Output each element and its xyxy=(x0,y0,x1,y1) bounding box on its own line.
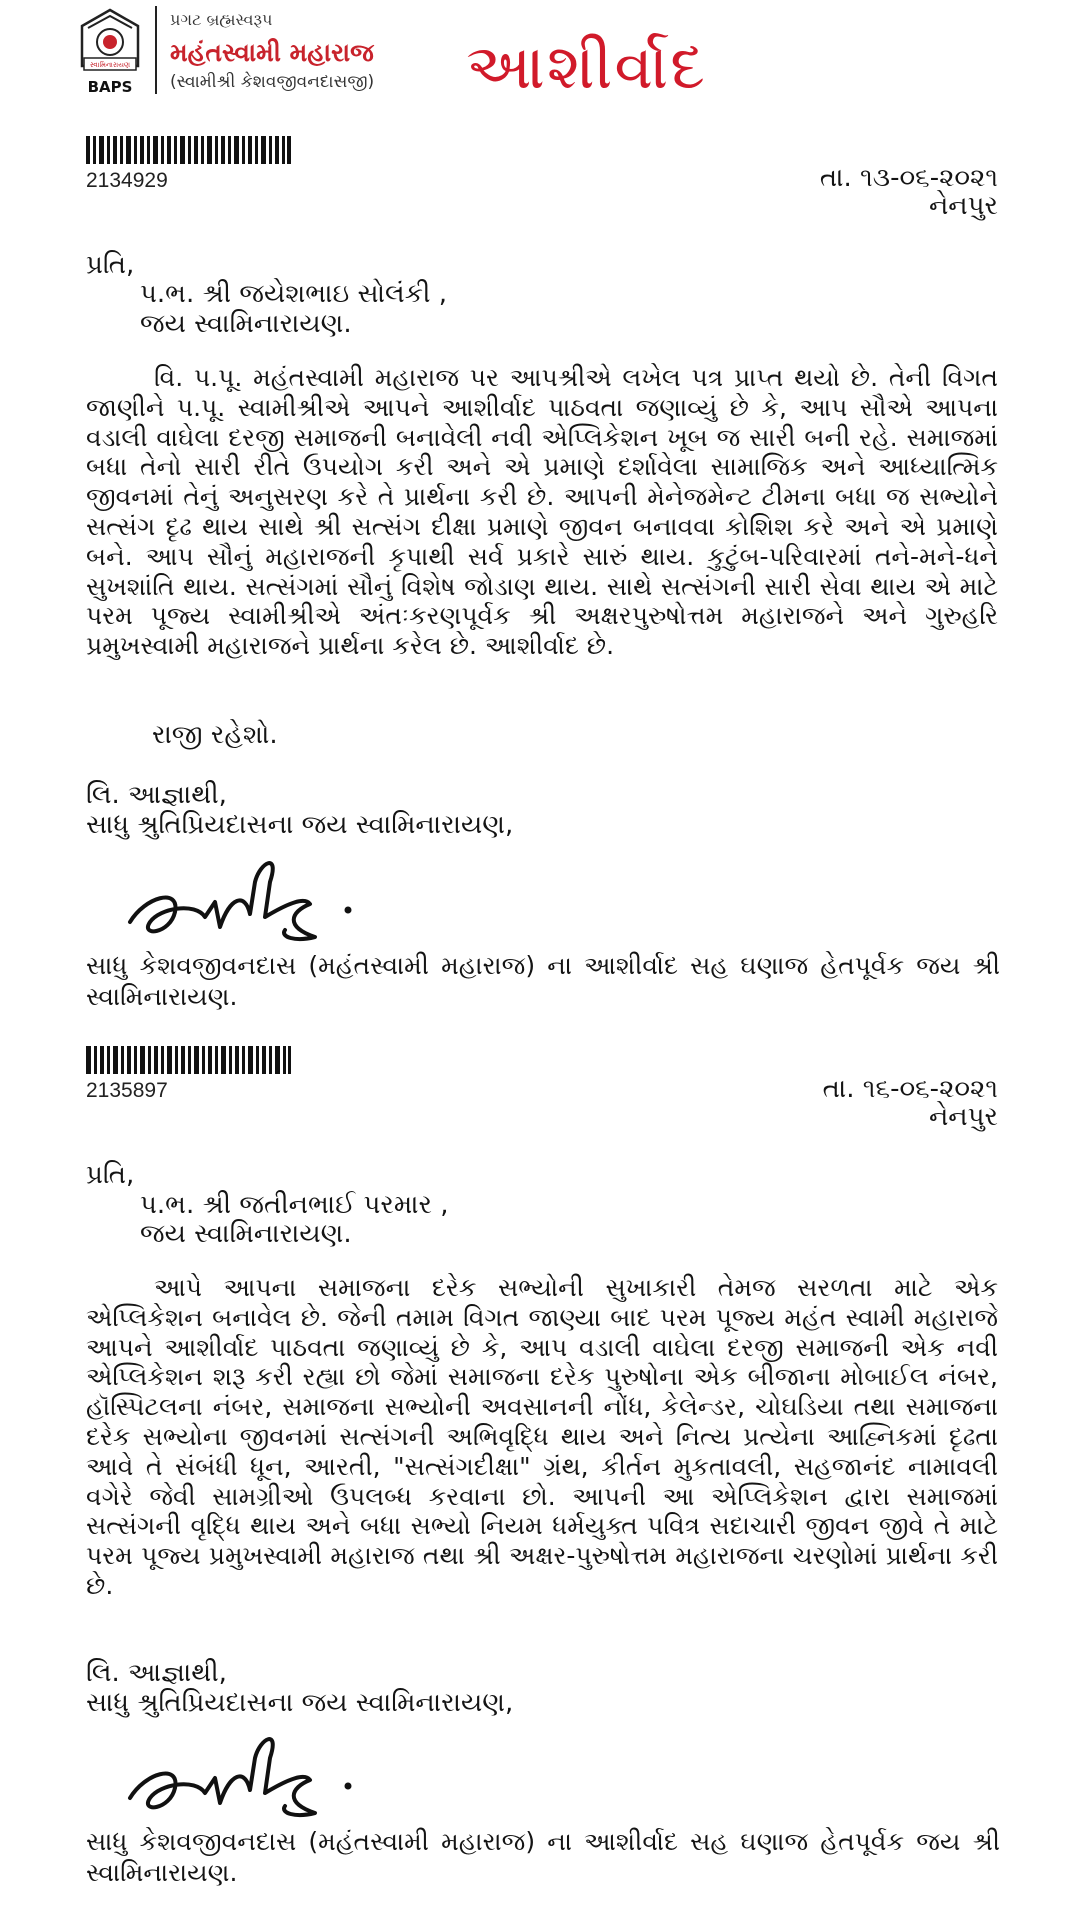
barcode-1 xyxy=(86,136,291,164)
greeting-2: જય સ્વામિનારાયણ. xyxy=(140,1219,352,1249)
letter-date-2: તા. ૧૬-૦૬-૨૦૨૧ xyxy=(822,1074,998,1104)
header-subtitle: પ્રગટ બ્રહ્મસ્વરૂપ xyxy=(170,10,273,29)
baps-logo xyxy=(74,6,146,98)
prati-1: પ્રતિ, xyxy=(86,250,135,280)
raji-line: રાજી રહેશો. xyxy=(152,720,278,750)
header-name: મહંતસ્વામી મહારાજ xyxy=(170,38,374,67)
letter-place-2: નેનપુર xyxy=(928,1102,998,1132)
signature-1 xyxy=(120,842,360,952)
sender-2: સાધુ શ્રુતિપ્રિયદાસના જય સ્વામિનારાયણ, xyxy=(86,1688,514,1718)
ashirvad-title: આશીર્વાદ xyxy=(466,30,707,103)
recipient-2: પ.ભ. શ્રી જતીનભાઈ પરમાર , xyxy=(140,1190,449,1220)
sender-1: સાધુ શ્રુતિપ્રિયદાસના જય સ્વામિનારાયણ, xyxy=(86,810,514,840)
prati-2: પ્રતિ, xyxy=(86,1160,135,1190)
letter-place-1: નેનપુર xyxy=(928,191,998,221)
greeting-1: જય સ્વામિનારાયણ. xyxy=(140,309,352,339)
letter-body-2: આપે આપના સમાજના દરેક સભ્યોની સુખાકારી તેમજ સરળતા માટે એક એપ્લિકેશન બનાવેલ છે. જેની તમામ વિગત જાણ્યા બાદ પરમ પૂજ્ય મહંત સ્વામી મહારાજે આપને આશીર્વાદ પાઠવતા જણાવ્યું છે કે, આપ વડાલી વાઘેલા દરજી સમાજની એક નવી એપ્લિકેશન શરૂ કરી રહ્યા છો જેમાં સમાજના દરેક પુરુષોના એક બીજાના મોબાઈલ નંબર, હૉસ્પિટલના નંબર, સમાજના સભ્યોની અવસાનની નોંધ, કેલેન્ડર, ચોઘડિયા તથા સમાજના દરેક સભ્યોના જીવનમાં સત્સંગની અભિવૃદ્ધિ થાય અને નિત્ય પ્રત્યેના આહ્નિકમાં દૃઢતા આવે તે સંબંધી ધૂન, આરતી, "સત્સંગદીક્ષા" ગ્રંથ, કીર્તન મુકતાવલી, સહજાનંદ નામાવલી વગેરે જેવી સામગ્રીઓ ઉપલબ્ધ કરવાના છો. આપની આ એપ્લિકેશન દ્વારા સમાજમાં સત્સંગની વૃદ્ધિ થાય અને બધા સભ્યો નિયમ ધર્મયુક્ત પવિત્ર સદાચારી જીવન જીવે તે માટે પરમ પૂજ્ય પ્રમુખસ્વામી મહારાજ તથા શ્રી અક્ષર-પુરુષોત્તમ મહારાજના ચરણોમાં પ્રાર્થના કરી છે. xyxy=(86,1273,998,1600)
closing-2: સાધુ કેશવજીવનદાસ (મહંતસ્વામી મહારાજ) ના આશીર્વાદ સહ ઘણાજ હેતપૂર્વક જય શ્રી સ્વામિનારાયણ. xyxy=(86,1827,1000,1887)
logo-text: BAPS xyxy=(87,78,133,96)
barcode-2 xyxy=(86,1046,291,1074)
barcode-number-1: 2134929 xyxy=(86,169,168,192)
barcode-number-2: 2135897 xyxy=(86,1079,168,1102)
closing-1: સાધુ કેશવજીવનદાસ (મહંતસ્વામી મહારાજ) ના આશીર્વાદ સહ ઘણાજ હેતપૂર્વક જય શ્રી સ્વામિનારાયણ. xyxy=(86,951,1000,1011)
header-divider xyxy=(155,6,157,94)
logo-inner-text: સ્વામિનારાયણ xyxy=(89,61,131,69)
letter-date-1: તા. ૧૩-૦૬-૨૦૨૧ xyxy=(819,163,998,193)
header-caption: (સ્વામીશ્રી કેશવજીવનદાસજી) xyxy=(170,72,375,92)
by-order-1: લિ. આજ્ઞાથી, xyxy=(86,780,227,810)
signature-2 xyxy=(120,1718,360,1828)
recipient-1: પ.ભ. શ્રી જયેશભાઇ સોલંકી , xyxy=(140,279,447,309)
by-order-2: લિ. આજ્ઞાથી, xyxy=(86,1658,227,1688)
letter-body-1: વિ. પ.પૂ. મહંતસ્વામી મહારાજ પર આપશ્રીએ લખેલ પત્ર પ્રાપ્ત થયો છે. તેની વિગત જાણીને પ.પૂ. સ્વામીશ્રીએ આપને આશીર્વાદ પાઠવતા જણાવ્યું છે કે, આપ સૌએ આપના વડાલી વાઘેલા દરજી સમાજની બનાવેલી નવી એપ્લિકેશન ખૂબ જ સારી બની રહે. સમાજમાં બધા તેનો સારી રીતે ઉપયોગ કરી અને એ પ્રમાણે દર્શાવેલા સામાજિક અને આધ્યાત્મિક જીવનમાં તેનું અનુસરણ કરે તે પ્રાર્થના કરી છે. આપની મેનેજમેન્ટ ટીમના બધા જ સભ્યોને સત્સંગ દૃઢ થાય સાથે શ્રી સત્સંગ દીક્ષા પ્રમાણે જીવન બનાવવા કોશિશ કરે અને એ પ્રમાણે બને. આપ સૌનું મહારાજની કૃપાથી સર્વ પ્રકારે સારું થાય. કુટુંબ-પરિવારમાં તને-મને-ધને સુખશાંતિ થાય. સત્સંગમાં સૌનું વિશેષ જોડાણ થાય. સાથે સત્સંગની સારી સેવા થાય એ માટે પરમ પૂજ્ય સ્વામીશ્રીએ અંતઃકરણપૂર્વક શ્રી અક્ષરપુરુષોત્તમ મહારાજને અને ગુરુહરિ પ્રમુખસ્વામી મહારાજને પ્રાર્થના કરેલ છે. આશીર્વાદ છે. xyxy=(86,363,998,661)
